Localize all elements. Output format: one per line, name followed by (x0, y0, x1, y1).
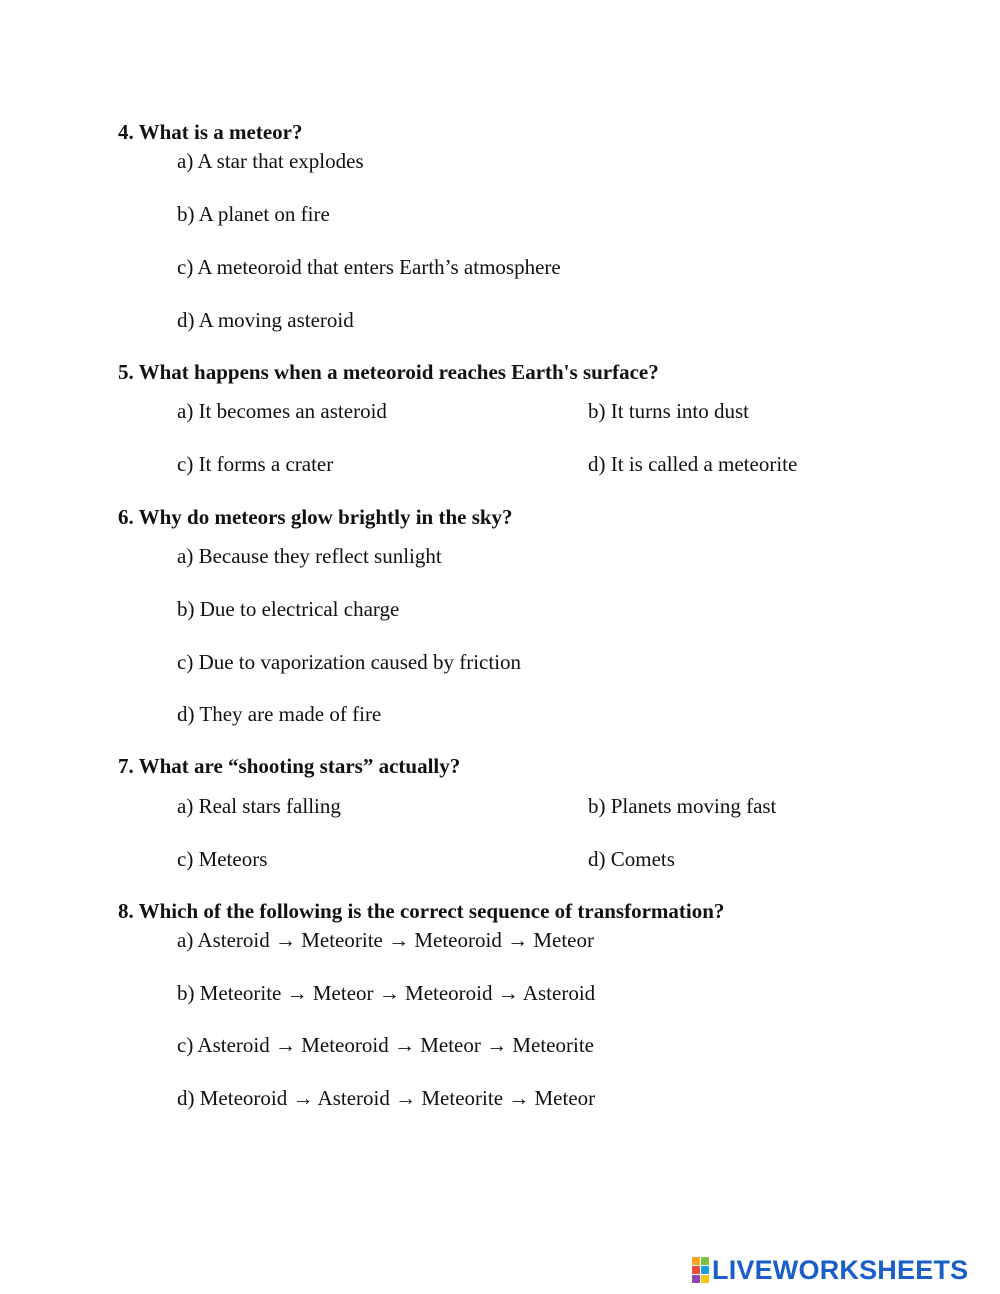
option-5a: a) It becomes an asteroid (177, 399, 387, 423)
option-4c: c) A meteoroid that enters Earth’s atmosphere (177, 255, 561, 279)
option-7a: a) Real stars falling (177, 794, 341, 818)
option-6c: c) Due to vaporization caused by friction (177, 650, 522, 674)
logo-square (701, 1275, 709, 1283)
option-8a: a) Asteroid → Meteorite → Meteoroid → Meteor (177, 928, 594, 952)
option-5d: d) It is called a meteorite (588, 452, 798, 476)
question-5: 5. What happens when a meteoroid reaches Earth's surface? (118, 360, 659, 384)
question-4: 4. What is a meteor? (118, 120, 303, 144)
option-4b: b) A planet on fire (177, 202, 330, 226)
option-7d: d) Comets (588, 847, 675, 871)
option-6b: b) Due to electrical charge (177, 597, 400, 621)
option-5b: b) It turns into dust (588, 399, 749, 423)
logo-square (701, 1257, 709, 1265)
brand-name: LIVEWORKSHEETS (712, 1255, 969, 1285)
option-7b: b) Planets moving fast (588, 794, 777, 818)
option-7c: c) Meteors (177, 847, 268, 871)
logo-square (692, 1266, 700, 1274)
option-8d: d) Meteoroid → Asteroid → Meteorite → Meteor (177, 1086, 596, 1110)
question-7: 7. What are “shooting stars” actually? (118, 754, 461, 778)
option-8c: c) Asteroid → Meteoroid → Meteor → Meteorite (177, 1033, 594, 1057)
option-6d: d) They are made of fire (177, 702, 382, 726)
option-4a: a) A star that explodes (177, 149, 364, 173)
logo-square (701, 1266, 709, 1274)
logo-square (692, 1257, 700, 1265)
liveworksheets-logo-icon (692, 1257, 709, 1283)
question-8: 8. Which of the following is the correct sequence of transformation? (118, 899, 725, 923)
option-8b: b) Meteorite → Meteor → Meteoroid → Asteroid (177, 981, 596, 1005)
option-6a: a) Because they reflect sunlight (177, 544, 442, 568)
option-4d: d) A moving asteroid (177, 308, 354, 332)
question-6: 6. Why do meteors glow brightly in the sky? (118, 505, 513, 529)
option-5c: c) It forms a crater (177, 452, 334, 476)
liveworksheets-brand[interactable] (692, 1255, 968, 1285)
logo-square (692, 1275, 700, 1283)
